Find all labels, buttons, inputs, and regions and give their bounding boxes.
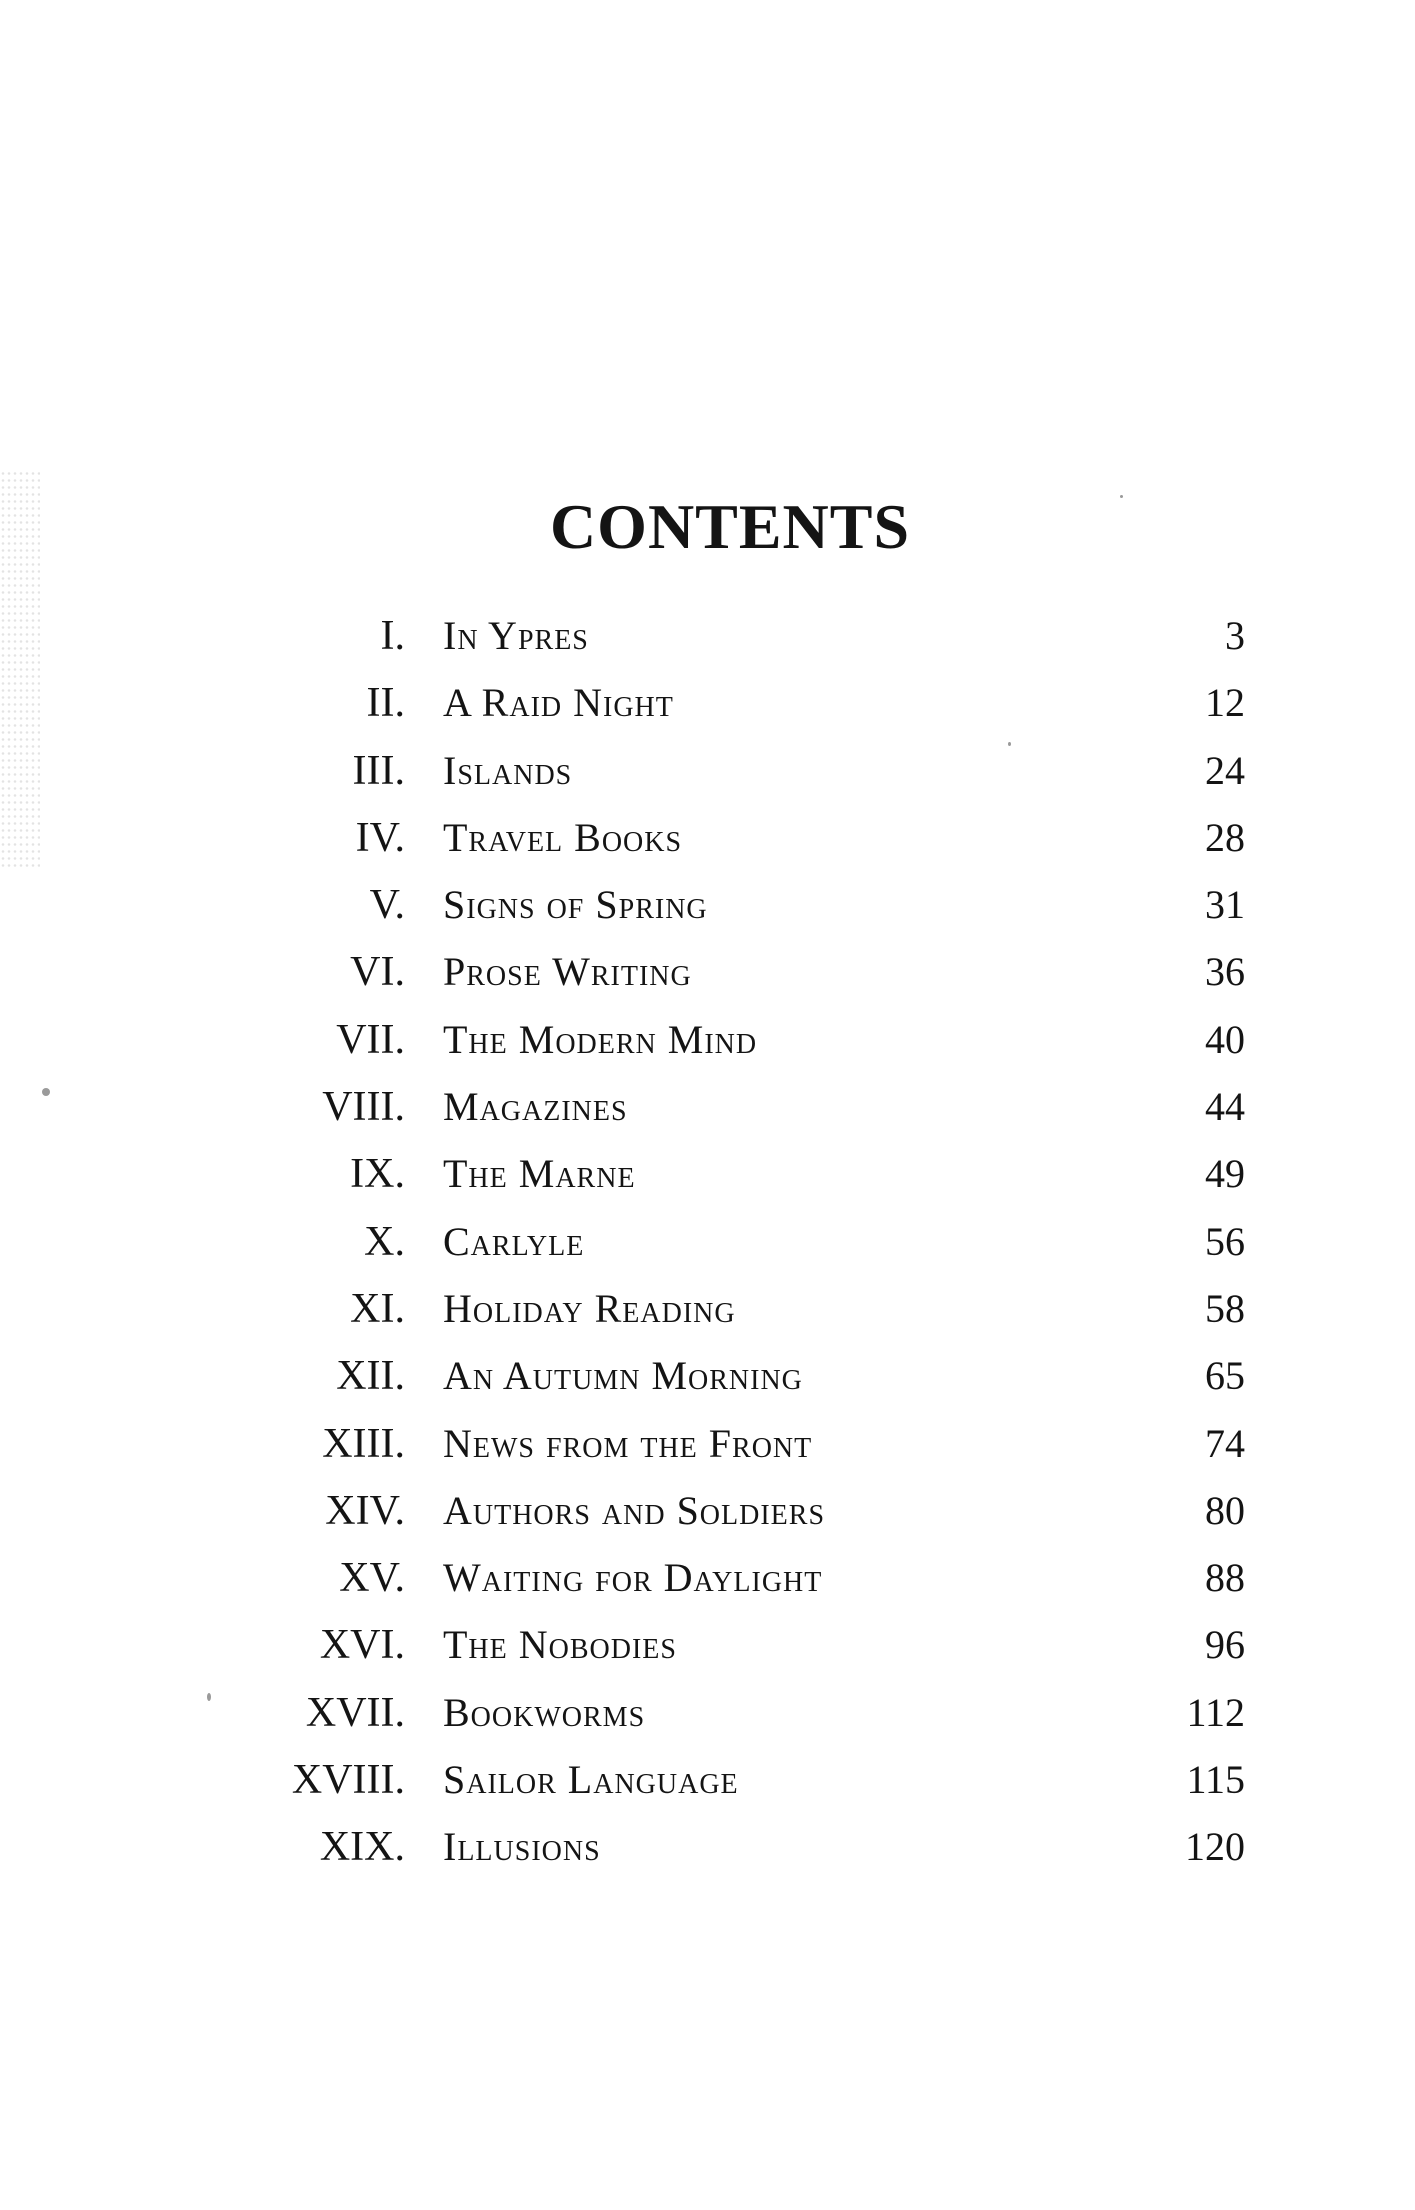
toc-entry bbox=[260, 747, 1245, 814]
page-number: 12 bbox=[1205, 680, 1245, 726]
page-number: 74 bbox=[1205, 1420, 1245, 1466]
chapter-numeral: IX. bbox=[350, 1151, 405, 1198]
chapter-numeral: I. bbox=[380, 613, 405, 659]
chapter-numeral: XIII. bbox=[322, 1420, 405, 1467]
scan-speck bbox=[42, 1088, 50, 1096]
chapter-title: Illusions bbox=[443, 1824, 601, 1870]
scan-speck bbox=[1120, 495, 1123, 498]
chapter-title: News from the Front bbox=[443, 1420, 813, 1466]
chapter-title: Magazines bbox=[443, 1084, 628, 1130]
toc-entry bbox=[260, 948, 1245, 1015]
scan-speck bbox=[207, 1693, 211, 1701]
chapter-numeral: XIX. bbox=[319, 1824, 405, 1871]
chapter-title: Sailor Language bbox=[443, 1757, 739, 1803]
chapter-title: An Autumn Morning bbox=[443, 1353, 803, 1399]
toc-entry bbox=[260, 1016, 1245, 1083]
chapter-numeral: V. bbox=[369, 882, 405, 929]
page-number: 44 bbox=[1205, 1084, 1245, 1130]
page-number: 36 bbox=[1205, 949, 1245, 995]
table-of-contents bbox=[260, 612, 1245, 1891]
chapter-title: A Raid Night bbox=[443, 680, 674, 726]
chapter-numeral: XVI. bbox=[319, 1622, 405, 1669]
chapter-title: The Nobodies bbox=[443, 1622, 677, 1668]
toc-entry bbox=[260, 612, 1245, 679]
chapter-title: Signs of Spring bbox=[443, 882, 708, 928]
chapter-numeral: IV. bbox=[355, 814, 405, 861]
chapter-title: The Modern Mind bbox=[443, 1016, 758, 1062]
chapter-title: The Marne bbox=[443, 1151, 636, 1197]
page-number: 40 bbox=[1205, 1016, 1245, 1062]
chapter-numeral: XVIII. bbox=[291, 1757, 405, 1804]
toc-entry bbox=[260, 1285, 1245, 1352]
toc-entry bbox=[260, 1218, 1245, 1285]
page-number: 24 bbox=[1205, 747, 1245, 793]
toc-entry bbox=[260, 679, 1245, 746]
page-number: 56 bbox=[1205, 1218, 1245, 1264]
chapter-title: Islands bbox=[443, 747, 573, 793]
chapter-numeral: XIV. bbox=[325, 1487, 405, 1534]
toc-entry bbox=[260, 881, 1245, 948]
page-number: 112 bbox=[1186, 1689, 1245, 1735]
chapter-numeral: II. bbox=[366, 680, 405, 727]
toc-entry bbox=[260, 1756, 1245, 1823]
chapter-numeral: XV. bbox=[339, 1555, 405, 1602]
page-number: 58 bbox=[1205, 1285, 1245, 1331]
chapter-title: Authors and Soldiers bbox=[443, 1487, 826, 1533]
page-number: 31 bbox=[1205, 882, 1245, 928]
chapter-numeral: VI. bbox=[350, 949, 405, 996]
page-number: 96 bbox=[1205, 1622, 1245, 1668]
page-number: 49 bbox=[1205, 1151, 1245, 1197]
chapter-numeral: X. bbox=[364, 1218, 405, 1265]
toc-entry bbox=[260, 814, 1245, 881]
page-number: 3 bbox=[1225, 613, 1245, 658]
chapter-title: Travel Books bbox=[443, 814, 683, 860]
toc-entry bbox=[260, 1420, 1245, 1487]
toc-entry bbox=[260, 1150, 1245, 1217]
chapter-numeral: XII. bbox=[336, 1353, 405, 1400]
chapter-numeral: XVII. bbox=[305, 1689, 405, 1736]
chapter-numeral: VIII. bbox=[322, 1084, 405, 1131]
toc-entry bbox=[260, 1487, 1245, 1554]
chapter-title: Bookworms bbox=[443, 1689, 646, 1735]
toc-entry bbox=[260, 1083, 1245, 1150]
page-title: CONTENTS bbox=[549, 491, 911, 562]
toc-entry bbox=[260, 1689, 1245, 1756]
toc-entry bbox=[260, 1352, 1245, 1419]
page-number: 80 bbox=[1205, 1487, 1245, 1533]
chapter-title: In Ypres bbox=[443, 613, 589, 658]
toc-entry bbox=[260, 1823, 1245, 1890]
chapter-title: Waiting for Daylight bbox=[443, 1555, 823, 1601]
page-number: 115 bbox=[1186, 1757, 1245, 1803]
page-number: 88 bbox=[1205, 1555, 1245, 1601]
chapter-numeral: VII. bbox=[336, 1016, 405, 1063]
page-number: 65 bbox=[1205, 1353, 1245, 1399]
chapter-title: Carlyle bbox=[443, 1218, 585, 1264]
chapter-title: Holiday Reading bbox=[443, 1285, 736, 1331]
toc-entry bbox=[260, 1554, 1245, 1621]
page-number: 120 bbox=[1185, 1824, 1245, 1870]
chapter-numeral: XI. bbox=[350, 1285, 405, 1332]
page-number: 28 bbox=[1205, 814, 1245, 860]
chapter-numeral: III. bbox=[352, 747, 405, 794]
chapter-title: Prose Writing bbox=[443, 949, 692, 995]
toc-entry bbox=[260, 1621, 1245, 1688]
scan-speck bbox=[1008, 742, 1011, 746]
